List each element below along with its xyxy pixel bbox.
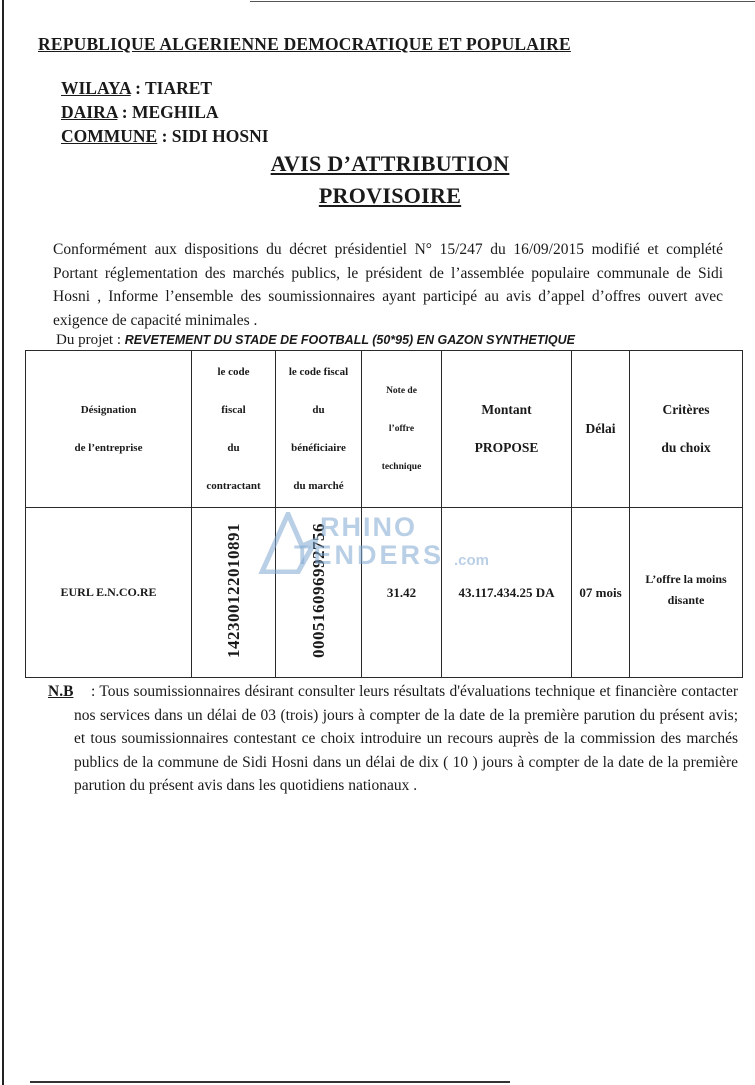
watermark-line1: RHINO	[320, 512, 417, 542]
project-label: Du projet :	[56, 332, 125, 348]
table-header-row	[26, 351, 743, 508]
header-designation: Désignation de l’entreprise	[26, 351, 192, 508]
header-montant: Montant PROPOSE	[442, 351, 572, 508]
header-code-contractant: le code fiscal du contractant	[192, 351, 276, 508]
cell-delai: 07 mois	[572, 508, 630, 678]
notice-title-line2: PROVISOIRE	[318, 183, 462, 208]
notice-title-line1: AVIS D’ATTRIBUTION	[270, 151, 510, 176]
attribution-table	[25, 350, 743, 678]
intro-paragraph: Conformément aux dispositions du décret présidentiel N° 15/247 du 16/09/2015 modifié et complété Portant réglementation des marchés publics, le président de l’assemblée populaire communale de Sidi Hosni , Informe l’ensemble des soumissionnaires ayant participé au avis d’appel d’offres ouvert avec exigence de capacité minimales .	[53, 241, 723, 329]
cell-entreprise: EURL E.N.CO.RE	[26, 508, 192, 678]
project-line	[56, 332, 696, 349]
daira-line	[61, 102, 219, 123]
wilaya-value: : TIARET	[130, 78, 213, 98]
cell-montant: 43.117.434.25 DA	[442, 508, 572, 678]
daira-label: DAIRA	[61, 102, 118, 122]
cell-code-beneficiaire: 000516096992756	[276, 508, 362, 678]
nb-paragraph	[48, 680, 738, 798]
cell-code-contractant: 142300122010891	[192, 508, 276, 678]
table-row	[26, 508, 743, 678]
commune-value: : SIDI HOSNI	[157, 126, 269, 146]
watermark-suffix: .com	[454, 552, 490, 569]
header-code-beneficiaire: le code fiscal du bénéficiaire du marché	[276, 351, 362, 508]
scan-left-edge	[2, 0, 4, 1085]
wilaya-line	[61, 78, 212, 99]
header-criteres: Critères du choix	[630, 351, 743, 508]
cell-note: 31.42	[362, 508, 442, 678]
header-delai: Délai	[572, 351, 630, 508]
nb-label: N.B	[48, 683, 74, 700]
cell-critere: L’offre la moins disante	[630, 508, 743, 678]
watermark-line2: TENDERS	[294, 540, 445, 570]
scan-bottom-edge	[30, 1081, 510, 1083]
project-name: REVETEMENT DU STADE DE FOOTBALL (50*95) EN GAZON SYNTHETIQUE	[124, 333, 576, 347]
scan-top-edge	[250, 1, 755, 2]
daira-value: : MEGHILA	[117, 102, 219, 122]
commune-line	[61, 126, 269, 147]
nb-text: : Tous soumissionnaires désirant consulter leurs résultats d'évaluations technique et financière contacter nos services dans un délai de 03 (trois) jours à compter de la date de la première parution du présent avis; et tous soumissionnaires contestant ce choix introduire un recours auprès de la commission des marchés publics de la commune de Sidi Hosni dans un délai de dix ( 10 ) jours à compter de la date de la première parution du présent avis dans les quotidiens nationaux .	[74, 683, 738, 794]
republic-heading: REPUBLIQUE ALGERIENNE DEMOCRATIQUE ET POPULAIRE	[38, 34, 571, 54]
header-note: Note de l’offre technique	[362, 351, 442, 508]
commune-label: COMMUNE	[61, 126, 158, 146]
wilaya-label: WILAYA	[61, 78, 131, 98]
